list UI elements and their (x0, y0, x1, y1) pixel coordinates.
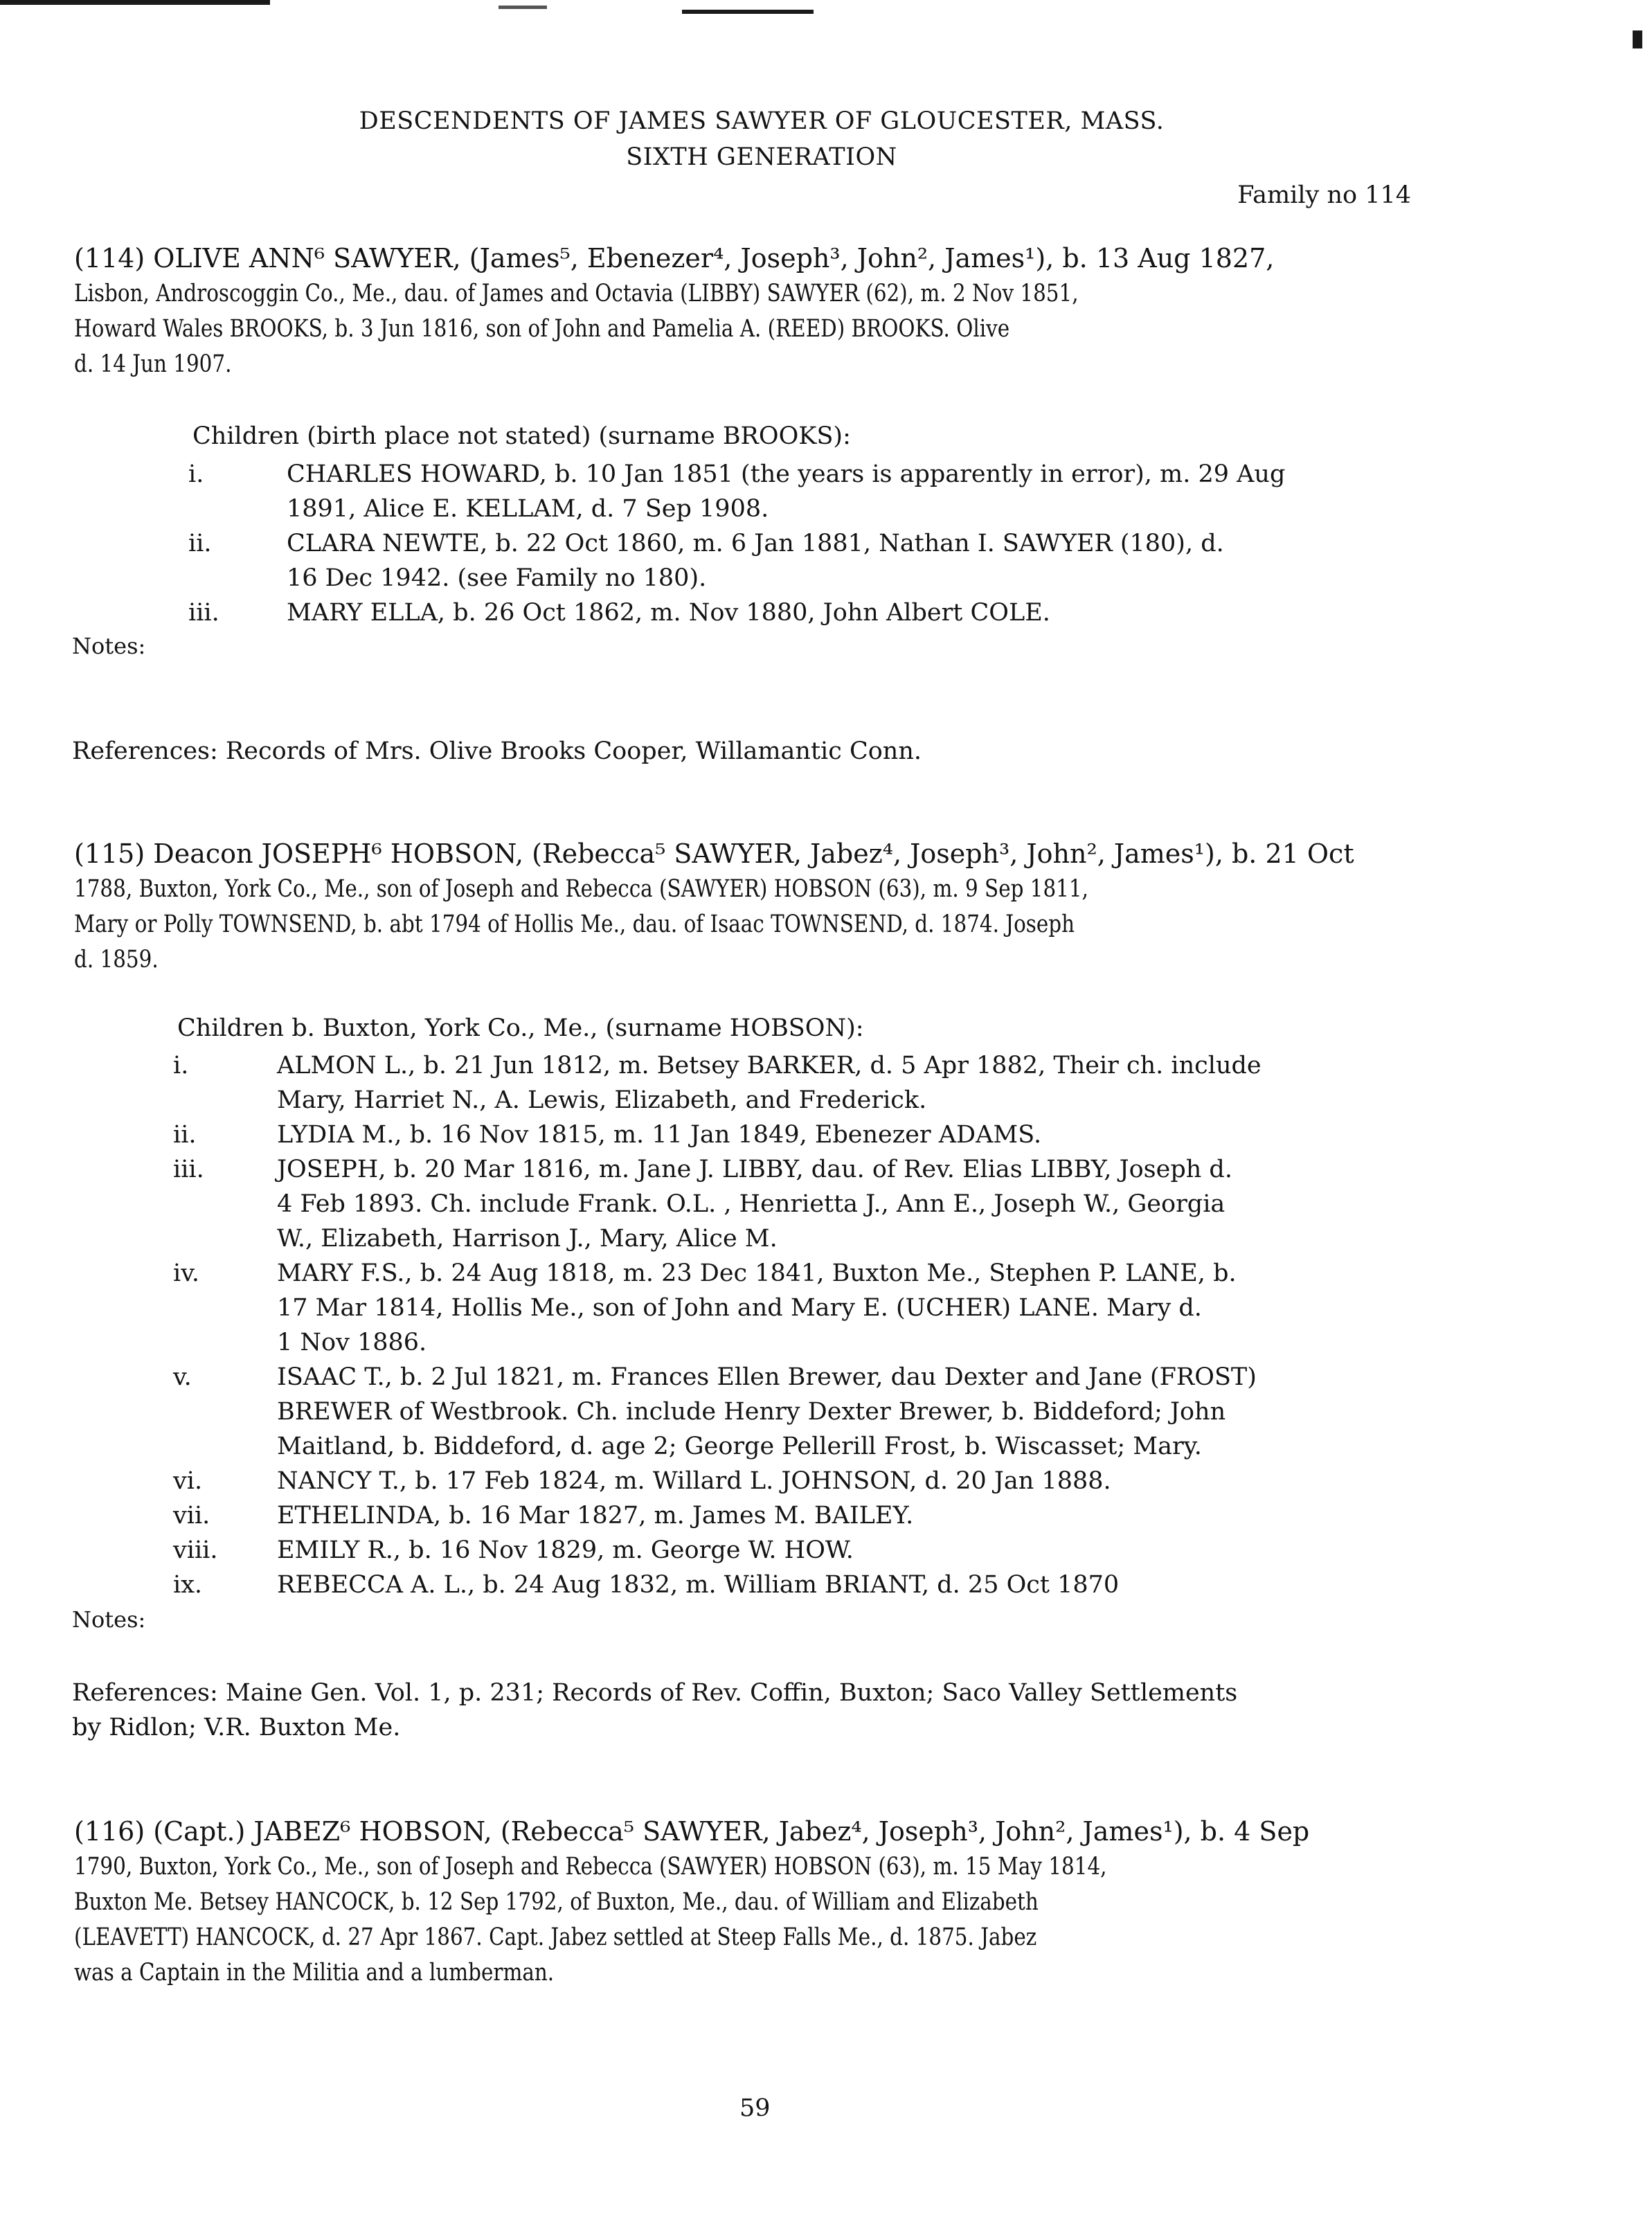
reference-line: References: Maine Gen. Vol. 1, p. 231; Records of Rev. Coffin, Buxton; Saco Valley Settlements (72, 1679, 1238, 1707)
entry-line: 1790, Buxton, York Co., Me., son of Joseph and Rebecca (SAWYER) HOBSON (63), m. 15 May 1814, (74, 1853, 1107, 1881)
child-line: ISAAC T., b. 2 Jul 1821, m. Frances Ellen Brewer, dau Dexter and Jane (FROST) (277, 1363, 1257, 1391)
child-line: REBECCA A. L., b. 24 Aug 1832, m. William BRIANT, d. 25 Oct 1870 (277, 1571, 1120, 1599)
scan-edge-mark (0, 0, 270, 5)
child-line: ALMON L., b. 21 Jun 1812, m. Betsey BARKER, d. 5 Apr 1882, Their ch. include (277, 1052, 1262, 1079)
family-115-entry (74, 836, 1424, 978)
child-line: W., Elizabeth, Harrison J., Mary, Alice M. (277, 1225, 778, 1253)
child-line: 4 Feb 1893. Ch. include Frank. O.L. , Henrietta J., Ann E., Joseph W., Georgia (277, 1190, 1225, 1218)
family-116-entry (74, 1814, 1424, 1991)
child-line: 17 Mar 1814, Hollis Me., son of John and Mary E. (UCHER) LANE. Mary d. (277, 1294, 1202, 1322)
children-intro: Children (birth place not stated) (surname BROOKS): (192, 422, 851, 450)
page-subtitle: SIXTH GENERATION (626, 143, 897, 171)
child-numeral: vi. (173, 1467, 203, 1495)
entry-line: d. 1859. (74, 946, 159, 974)
entry-line: (114) OLIVE ANN⁶ SAWYER, (James⁵, Ebenezer⁴, Joseph³, John², James¹), b. 13 Aug 1827, (74, 243, 1275, 273)
child-line: 1 Nov 1886. (277, 1329, 427, 1356)
reference-line: by Ridlon; V.R. Buxton Me. (72, 1714, 401, 1741)
entry-line: was a Captain in the Militia and a lumberman. (74, 1959, 555, 1987)
child-numeral: ii. (188, 530, 212, 557)
references (72, 1676, 1237, 1745)
child-numeral: v. (173, 1363, 192, 1391)
child-numeral: iii. (188, 599, 219, 627)
entry-line: (116) (Capt.) JABEZ⁶ HOBSON, (Rebecca⁵ SAWYER, Jabez⁴, Joseph³, John², James¹), b. 4 Sep (74, 1816, 1310, 1847)
entry-line: Howard Wales BROOKS, b. 3 Jun 1816, son of John and Pamelia A. (REED) BROOKS. Olive (74, 315, 1010, 343)
notes-label: Notes: (72, 1606, 146, 1633)
family-114-entry (74, 241, 1424, 382)
child-line: CLARA NEWTE, b. 22 Oct 1860, m. 6 Jan 1881, Nathan I. SAWYER (180), d. (287, 530, 1224, 557)
entry-line: (115) Deacon JOSEPH⁶ HOBSON, (Rebecca⁵ SAWYER, Jabez⁴, Joseph³, John², James¹), b. 21 Oct (74, 839, 1354, 869)
child-numeral: ix. (173, 1571, 203, 1599)
child-line: EMILY R., b. 16 Nov 1829, m. George W. HOW. (277, 1536, 854, 1564)
references (72, 734, 922, 769)
child-line: LYDIA M., b. 16 Nov 1815, m. 11 Jan 1849, Ebenezer ADAMS. (277, 1121, 1042, 1149)
family-number-label: Family no 114 (1237, 181, 1411, 209)
child-line: JOSEPH, b. 20 Mar 1816, m. Jane J. LIBBY, dau. of Rev. Elias LIBBY, Joseph d. (277, 1156, 1232, 1183)
child-line: Maitland, b. Biddeford, d. age 2; George Pellerill Frost, b. Wiscasset; Mary. (277, 1433, 1202, 1460)
child-line: 1891, Alice E. KELLAM, d. 7 Sep 1908. (287, 495, 769, 523)
page-number: 59 (739, 2095, 771, 2122)
child-line: CHARLES HOWARD, b. 10 Jan 1851 (the years is apparently in error), m. 29 Aug (287, 460, 1286, 488)
reference-line: References: Records of Mrs. Olive Brooks Cooper, Willamantic Conn. (72, 737, 922, 765)
child-line: MARY F.S., b. 24 Aug 1818, m. 23 Dec 1841, Buxton Me., Stephen P. LANE, b. (277, 1259, 1237, 1287)
child-line: BREWER of Westbrook. Ch. include Henry Dexter Brewer, b. Biddeford; John (277, 1398, 1226, 1426)
child-line: MARY ELLA, b. 26 Oct 1862, m. Nov 1880, John Albert COLE. (287, 599, 1050, 627)
child-line: Mary, Harriet N., A. Lewis, Elizabeth, and Frederick. (277, 1086, 927, 1114)
child-line: 16 Dec 1942. (see Family no 180). (287, 564, 707, 592)
child-line: ETHELINDA, b. 16 Mar 1827, m. James M. BAILEY. (277, 1502, 914, 1530)
scan-edge-mark (1633, 30, 1642, 48)
child-numeral: i. (173, 1052, 189, 1079)
entry-line: Mary or Polly TOWNSEND, b. abt 1794 of Hollis Me., dau. of Isaac TOWNSEND, d. 1874. Joseph (74, 911, 1075, 938)
entry-line: Buxton Me. Betsey HANCOCK, b. 12 Sep 1792, of Buxton, Me., dau. of William and Elizabeth (74, 1888, 1039, 1916)
scan-edge-mark (682, 10, 814, 14)
notes-label: Notes: (72, 633, 146, 659)
entry-line: 1788, Buxton, York Co., Me., son of Joseph and Rebecca (SAWYER) HOBSON (63), m. 9 Sep 1811, (74, 875, 1088, 903)
child-numeral: vii. (173, 1502, 210, 1530)
entry-line: d. 14 Jun 1907. (74, 350, 232, 378)
scan-edge-mark (499, 6, 547, 9)
child-numeral: i. (188, 460, 204, 488)
entry-line: (LEAVETT) HANCOCK, d. 27 Apr 1867. Capt. Jabez settled at Steep Falls Me., d. 1875. Jabez (74, 1923, 1037, 1951)
child-numeral: ii. (173, 1121, 197, 1149)
entry-line: Lisbon, Androscoggin Co., Me., dau. of James and Octavia (LIBBY) SAWYER (62), m. 2 Nov 1851, (74, 280, 1079, 307)
child-numeral: iii. (173, 1156, 204, 1183)
page-title: DESCENDENTS OF JAMES SAWYER OF GLOUCESTER, MASS. (359, 107, 1165, 135)
children-intro: Children b. Buxton, York Co., Me., (surname HOBSON): (177, 1014, 864, 1042)
child-line: NANCY T., b. 17 Feb 1824, m. Willard L. JOHNSON, d. 20 Jan 1888. (277, 1467, 1111, 1495)
child-numeral: iv. (173, 1259, 199, 1287)
child-numeral: viii. (173, 1536, 218, 1564)
